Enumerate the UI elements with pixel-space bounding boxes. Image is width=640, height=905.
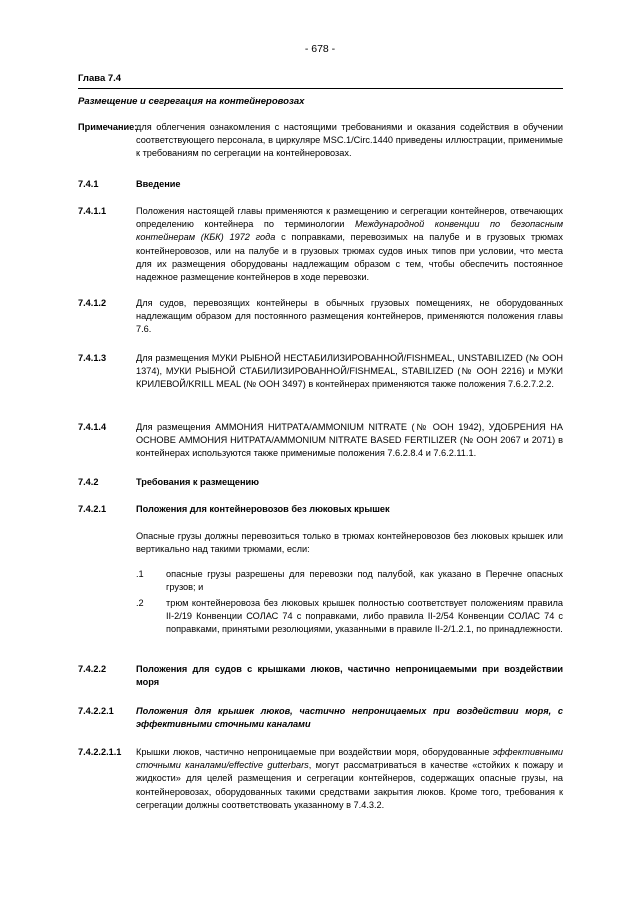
- list-text: опасные грузы разрешены для перевозки под палубой, как указано в Перечне опасных грузов; и: [166, 569, 563, 593]
- section-7-4-1-1: [78, 205, 563, 300]
- text-italic-part: эффективными сточными каналами/effective gutterbars: [136, 747, 563, 771]
- section-number: 7.4.1.3: [78, 353, 107, 363]
- section-text: [136, 205, 563, 284]
- section-number: 7.4.1.2: [78, 298, 107, 308]
- section-intro: Опасные грузы должны перевозиться только в трюмах контейнеровозов без люковых крышек или вертикально над такими трюмами, если:: [136, 531, 563, 555]
- list-item: [78, 597, 563, 651]
- section-number: 7.4.2.2.1.1: [78, 747, 122, 757]
- section-number: 7.4.1.4: [78, 422, 107, 432]
- section-7-4-2-2: [78, 663, 563, 691]
- text-italic-part: Международной конвенции по безопасным контейнерам (КБК) 1972 года: [136, 219, 563, 243]
- chapter-divider: [78, 88, 563, 89]
- text-part: с поправками, перевозимых на палубе и в грузовых трюмах контейнеровозов, или на палубе и в грузовых трюмах судов иных типов при условии, что места для их размещения оборудованы надлежащим образом с тем, чтобы обеспечить постоянное надежное размещение контейнеров в ходе перевозки.: [136, 232, 563, 283]
- section-text: Для судов, перевозящих контейнеры в обычных грузовых помещениях, не оборудованных надлежащим образом для постоянного размещения контейнеров, применяются положения главы 7.6.: [136, 298, 563, 335]
- section-number: 7.4.2.1: [78, 504, 107, 514]
- list-text: трюм контейнеровоза без люковых крышек полностью соответствует положениям правила II-2/19 Конвенции СОЛАС 74 с поправками, либо правила II-2/54 Конвенции СОЛАС 74 с поправками, принятыми резолюциями, указанными в правиле II-2/1.2.1, по принадлежности.: [166, 598, 563, 635]
- section-title: Положения для крышек люков, частично непроницаемых при воздействии моря, с эффективными сточными каналами: [136, 706, 563, 730]
- text-part: Положения настоящей главы применяются к размещению и сегрегации контейнеров, отвечающих определению контейнера по терминологии: [136, 206, 563, 230]
- section-title: Положения для контейнеровозов без люковых крышек: [136, 504, 390, 514]
- section-7-4-1: [78, 178, 563, 192]
- section-7-4-1-4: [78, 421, 563, 463]
- section-number: 7.4.2: [78, 477, 99, 487]
- section-7-4-2-1-intro: [78, 530, 563, 558]
- page-number: - 678 -: [304, 43, 336, 55]
- section-text: [136, 746, 563, 812]
- list-marker: .2: [136, 598, 144, 608]
- section-7-4-1-3: [78, 352, 563, 406]
- section-7-4-1-2: [78, 297, 563, 339]
- section-7-4-2-1: [78, 503, 563, 517]
- section-title: Введение: [136, 179, 181, 189]
- note-block: [78, 121, 563, 163]
- section-number: 7.4.1.1: [78, 206, 107, 216]
- note-text: для облегчения ознакомления с настоящими требованиями и оказания содействия в обучении соответствующего персонала, в циркуляре MSC.1/Circ.1440 приведены иллюстрации, применимые к требованиям по сегрегации на контейнеровозах.: [136, 122, 563, 159]
- section-text: Для размещения МУКИ РЫБНОЙ НЕСТАБИЛИЗИРОВАННОЙ/FISHMEAL, UNSTABILIZED (№ ООН 1374), МУКИ РЫБНОЙ СТАБИЛИЗИРОВАННОЙ/FISHMEAL, STABILIZED (№ ООН 2216) и МУКИ КРИЛЕВОЙ/KRILL MEAL (№ ООН 3497) в контейнерах применяются также положения 7.6.2.7.2.2.: [136, 353, 563, 390]
- note-label: Примечание:: [78, 122, 138, 132]
- chapter-title: Размещение и сегрегация на контейнеровозах: [78, 96, 305, 107]
- list-marker: .1: [136, 569, 144, 579]
- chapter-label: Глава 7.4: [78, 73, 122, 84]
- section-text: Для размещения АММОНИЯ НИТРАТА/AMMONIUM NITRATE (№ ООН 1942), УДОБРЕНИЯ НА ОСНОВЕ АММОНИЯ НИТРАТА/AMMONIUM NITRATE BASED FERTILIZER (№ ООН 2067 и 2071) в контейнерах используются также применимые положения 7.6.2.8.4 и 7.6.2.11.1.: [136, 422, 563, 459]
- text-part: Крышки люков, частично непроницаемые при воздействии моря, оборудованные: [136, 747, 493, 757]
- section-title: Требования к размещению: [136, 477, 260, 487]
- list-item: [78, 568, 563, 596]
- text-part: , могут рассматриваться в качестве «стойких к пожару и жидкости» для целей размещения и сегрегации контейнеров, содержащих опасные грузы, на контейнеровозах, оборудованных такими средствами закрытия люков. Кроме того, требования к сегрегации должны соответствовать указанному в 7.4.3.2.: [136, 760, 563, 810]
- section-7-4-2: [78, 476, 563, 490]
- section-number: 7.4.1: [78, 179, 99, 189]
- section-title: Положения для судов с крышками люков, частично непроницаемыми при воздействии моря: [136, 664, 563, 688]
- section-7-4-2-2-1-1: [78, 746, 563, 816]
- section-number: 7.4.2.2.1: [78, 706, 114, 716]
- section-7-4-2-2-1: [78, 705, 563, 733]
- section-number: 7.4.2.2: [78, 664, 107, 674]
